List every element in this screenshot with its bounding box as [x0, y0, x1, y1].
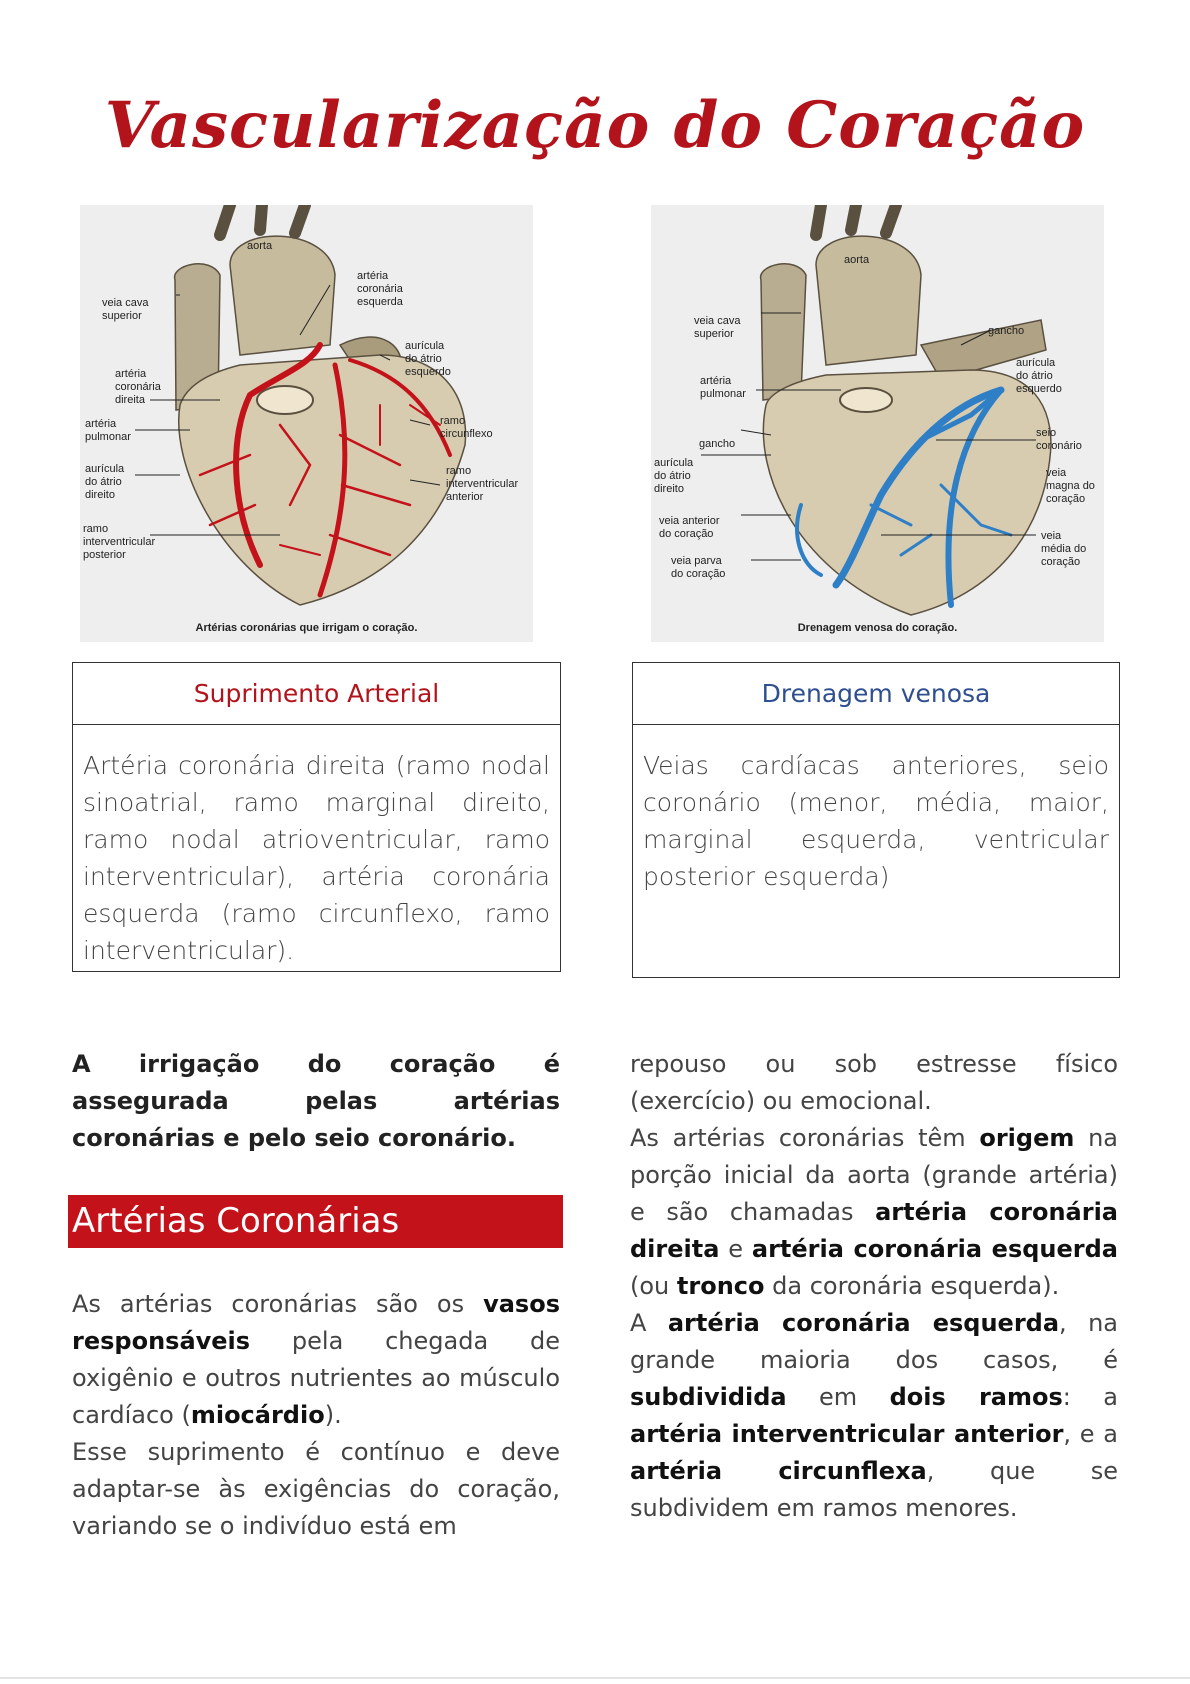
figure-caption: Artérias coronárias que irrigam o coração. [195, 622, 418, 634]
venous-drainage-heading: Drenagem venosa [633, 663, 1119, 725]
bold-text: tronco [676, 1272, 765, 1300]
text: e [719, 1235, 752, 1263]
paragraph-origem [630, 1120, 1118, 1305]
text: da coronária esquerda). [764, 1272, 1060, 1300]
text: , e a [1063, 1420, 1118, 1448]
label-arteria-pulmonar: artéria pulmonar [700, 375, 746, 400]
text: , que se subdividem em ramos menores. [630, 1457, 1118, 1522]
text: A [630, 1309, 668, 1337]
label-arteria-coronaria-direita: artéria coronária direita [115, 368, 161, 406]
page-title: Vascularização do Coração [104, 88, 1086, 163]
section-heading: Artérias Coronárias [68, 1195, 563, 1248]
bold-text: artéria coronária direita [630, 1198, 1118, 1263]
arterial-supply-box [72, 662, 561, 972]
venous-heart-figure [651, 205, 1104, 642]
bold-text: artéria circunflexa [630, 1457, 927, 1485]
text: ). [324, 1401, 342, 1429]
paragraph-coronaria-esquerda [630, 1305, 1118, 1527]
text: na porção inicial da aorta (grande artéria) e são chamadas [630, 1124, 1118, 1226]
paragraph-suprimento: Esse suprimento é contínuo e deve adaptar-se às exigências do coração, variando se o indivíduo está em [72, 1438, 560, 1540]
label-auricula-esquerda: aurícula do átrio esquerdo [405, 340, 451, 378]
bold-text: subdividida [630, 1383, 787, 1411]
paragraph-vasos [72, 1286, 560, 1434]
venous-drainage-text: Veias cardíacas anteriores, seio coronário (menor, média, maior, marginal esquerda, ventricular posterior esquerda) [643, 751, 1109, 891]
bold-text: artéria coronária esquerda [667, 1309, 1060, 1337]
bold-text: miocárdio [190, 1401, 325, 1429]
venous-drainage-box [632, 662, 1120, 978]
figure-caption: Drenagem venosa do coração. [797, 622, 958, 634]
label-ramo-interventricular-posterior: ramo interventricular posterior [83, 523, 156, 561]
label-auricula-direita: aurícula do átrio direito [85, 463, 125, 501]
paragraph-repouso: repouso ou sob estresse físico (exercício) ou emocional. [630, 1050, 1118, 1115]
text: em [786, 1383, 890, 1411]
label-veia-cava: veia cava superior [102, 297, 149, 322]
text: , na grande maioria dos casos, é [630, 1309, 1118, 1374]
bold-text: dois ramos [889, 1383, 1063, 1411]
text: (ou [630, 1272, 677, 1300]
text: As artérias coronárias têm [630, 1124, 980, 1152]
label-veia-magna: veia magna do coração [1046, 467, 1095, 505]
label-aorta: aorta [247, 240, 273, 252]
label-veia-cava: veia cava superior [694, 315, 741, 340]
label-auricula-esquerda: aurícula do átrio esquerdo [1016, 357, 1062, 395]
label-veia-parva: veia parva do coração [671, 555, 726, 580]
label-gancho-mid: gancho [699, 438, 736, 450]
bold-text: artéria coronária esquerda [751, 1235, 1118, 1263]
label-seio-coronario: seio coronário [1036, 427, 1082, 452]
label-aorta: aorta [844, 254, 870, 266]
label-veia-anterior: veia anterior do coração [659, 515, 720, 540]
label-arteria-coronaria-esquerda: artéria coronária esquerda [357, 270, 403, 308]
label-auricula-direita: aurícula do átrio direito [654, 457, 694, 495]
text: : a [1062, 1383, 1119, 1411]
bold-text: artéria interventricular anterior [630, 1420, 1064, 1448]
left-text-column [72, 1286, 560, 1545]
right-text-column [630, 1046, 1118, 1527]
bold-text: origem [979, 1124, 1075, 1152]
page-bottom-divider [0, 1677, 1190, 1679]
label-ramo-interventricular-anterior: ramo interventricular anterior [446, 465, 519, 503]
text: As artérias coronárias são os [72, 1290, 484, 1318]
label-arteria-pulmonar: artéria pulmonar [85, 418, 131, 443]
arterial-supply-text: Artéria coronária direita (ramo nodal sinoatrial, ramo marginal direito, ramo nodal atrioventricular, ramo interventricular), artéria coronária esquerda (ramo circunflexo, ramo interventricular). [83, 751, 550, 965]
arterial-heart-figure [80, 205, 533, 642]
label-ramo-circunflexo: ramo circunflexo [440, 415, 493, 440]
intro-paragraph: A irrigação do coração é assegurada pelas artérias coronárias e pelo seio coronário. [72, 1050, 560, 1152]
text: pela chegada de oxigênio e outros nutrientes ao músculo cardíaco ( [72, 1327, 560, 1429]
arterial-supply-heading: Suprimento Arterial [73, 663, 560, 725]
bold-text: vasos responsáveis [72, 1290, 560, 1355]
label-gancho-top: gancho [988, 325, 1025, 337]
label-veia-media: veia média do coração [1041, 530, 1087, 568]
